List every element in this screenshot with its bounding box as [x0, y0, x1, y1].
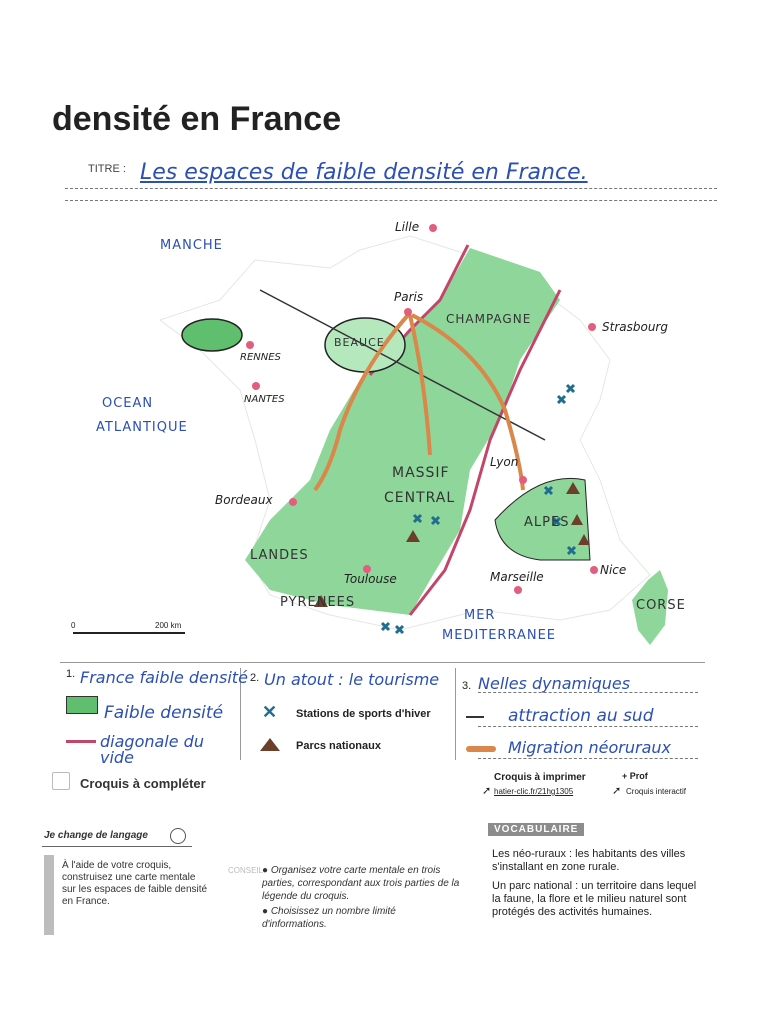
croquis-completer: Croquis à compléter	[80, 776, 206, 791]
legend-diagonal-swatch	[66, 740, 96, 743]
legend-divider-2	[455, 668, 456, 760]
sea-mer-2: MEDITERRANEE	[442, 628, 557, 643]
legend-attraction-swatch	[466, 716, 484, 718]
page-title: densité en France	[52, 100, 342, 138]
sea-ocean-2: ATLANTIQUE	[96, 420, 188, 435]
city-dot-paris	[404, 308, 412, 316]
vocabulaire-def-1: Les néo-ruraux : les habitants des villes s'installant en zone rurale.	[492, 848, 686, 873]
legend-top-rule	[60, 662, 705, 663]
langage-bar	[44, 855, 54, 935]
city-dot-lyon	[519, 476, 527, 484]
sea-mer-1: MER	[464, 608, 496, 623]
croquis-interactif[interactable]: Croquis interactif	[626, 787, 687, 796]
city-dot-nice	[590, 566, 598, 574]
city-strasbourg: Strasbourg	[602, 320, 668, 334]
legend-part1-number: 1.	[66, 668, 76, 680]
region-champagne: CHAMPAGNE	[446, 312, 532, 326]
city-rennes: RENNES	[240, 352, 281, 363]
titre-line	[65, 188, 717, 189]
city-marseille: Marseille	[490, 570, 544, 584]
city-nantes: NANTES	[244, 394, 285, 405]
legend-part3-item2-line	[478, 758, 698, 759]
legend-part3-title: Nelles dynamiques	[478, 674, 631, 693]
ski-station-icon: ✕	[262, 702, 278, 722]
sea-manche: MANCHE	[160, 238, 223, 253]
bretagne-zone	[182, 319, 242, 351]
legend-part1-title: France faible densité	[80, 668, 248, 687]
langage-text: À l'aide de votre croquis, construisez une carte mentale sur les espaces de faible densité en France.	[62, 860, 208, 907]
legend-migration-swatch	[466, 746, 496, 752]
prof-label: + Prof	[622, 771, 648, 781]
legend-part2-title: Un atout : le tourisme	[264, 670, 440, 689]
legend-part3-item1-line	[478, 726, 698, 727]
city-dot-strasbourg	[588, 323, 596, 331]
titre-label: TITRE :	[88, 163, 126, 175]
legend-part3-item2: Migration néoruraux	[508, 738, 672, 757]
city-dot-bordeaux	[289, 498, 297, 506]
city-dot-marseille	[514, 586, 522, 594]
city-dot-nantes	[252, 382, 260, 390]
legend-part3-number: 3.	[462, 680, 472, 692]
scale-zero: 0	[71, 621, 76, 630]
region-massif-2: CENTRAL	[384, 490, 456, 506]
region-massif-1: MASSIF	[392, 465, 450, 481]
titre-value: Les espaces de faible densité en France.	[140, 160, 588, 185]
legend-part3-title-line	[478, 692, 698, 693]
region-alpes: ALPES	[524, 515, 570, 530]
langage-title: Je change de langage	[44, 830, 148, 841]
langage-rule	[42, 846, 192, 847]
arrow-icon-2: ➚	[612, 785, 622, 797]
conseil-badge: CONSEIL	[228, 866, 264, 875]
legend-part3-item1: attraction au sud	[508, 706, 654, 726]
national-park-icon	[258, 736, 282, 752]
region-pyrenees: PYRENEES	[280, 595, 356, 610]
city-dot-rennes	[246, 341, 254, 349]
conseil-tip-1: ● Organisez votre carte mentale en trois parties, correspondant aux trois parties de la légende du croquis.	[262, 865, 460, 902]
city-lille: Lille	[395, 220, 420, 234]
legend-part1-item2: diagonale du vide	[100, 732, 204, 767]
city-toulouse: Toulouse	[344, 572, 397, 586]
vocabulaire-badge: VOCABULAIRE	[488, 823, 584, 836]
city-dot-lille	[429, 224, 437, 232]
titre-line-2	[65, 200, 717, 201]
city-bordeaux: Bordeaux	[215, 493, 273, 507]
legend-part2-item2: Parcs nationaux	[296, 740, 381, 752]
conseil-tip-2: ● Choisissez un nombre limité d'informations.	[262, 906, 396, 930]
sea-ocean-1: OCEAN	[102, 396, 154, 411]
city-nice: Nice	[600, 563, 627, 577]
croquis-imprimer: Croquis à imprimer	[494, 772, 586, 783]
speech-icon	[170, 828, 186, 844]
home-icon	[52, 772, 70, 790]
legend-low-density-swatch	[66, 696, 98, 714]
legend-part2-item1: Stations de sports d'hiver	[296, 708, 431, 720]
vocabulaire-def-2: Un parc national : un territoire dans lequel la faune, la flore et le milieu naturel sont protégés des activités humaines.	[492, 880, 697, 918]
arrow-icon: ➚	[482, 785, 492, 797]
region-landes: LANDES	[250, 548, 309, 563]
region-corse: CORSE	[636, 598, 686, 613]
city-lyon: Lyon	[490, 455, 519, 469]
hatier-link[interactable]: hatier-clic.fr/21hg1305	[494, 787, 574, 796]
legend-part2-number: 2.	[250, 672, 260, 684]
city-paris: Paris	[394, 290, 424, 304]
legend-part1-item1: Faible densité	[104, 703, 224, 723]
scale-distance: 200 km	[155, 621, 182, 630]
region-beauce: BEAUCE	[334, 336, 385, 349]
